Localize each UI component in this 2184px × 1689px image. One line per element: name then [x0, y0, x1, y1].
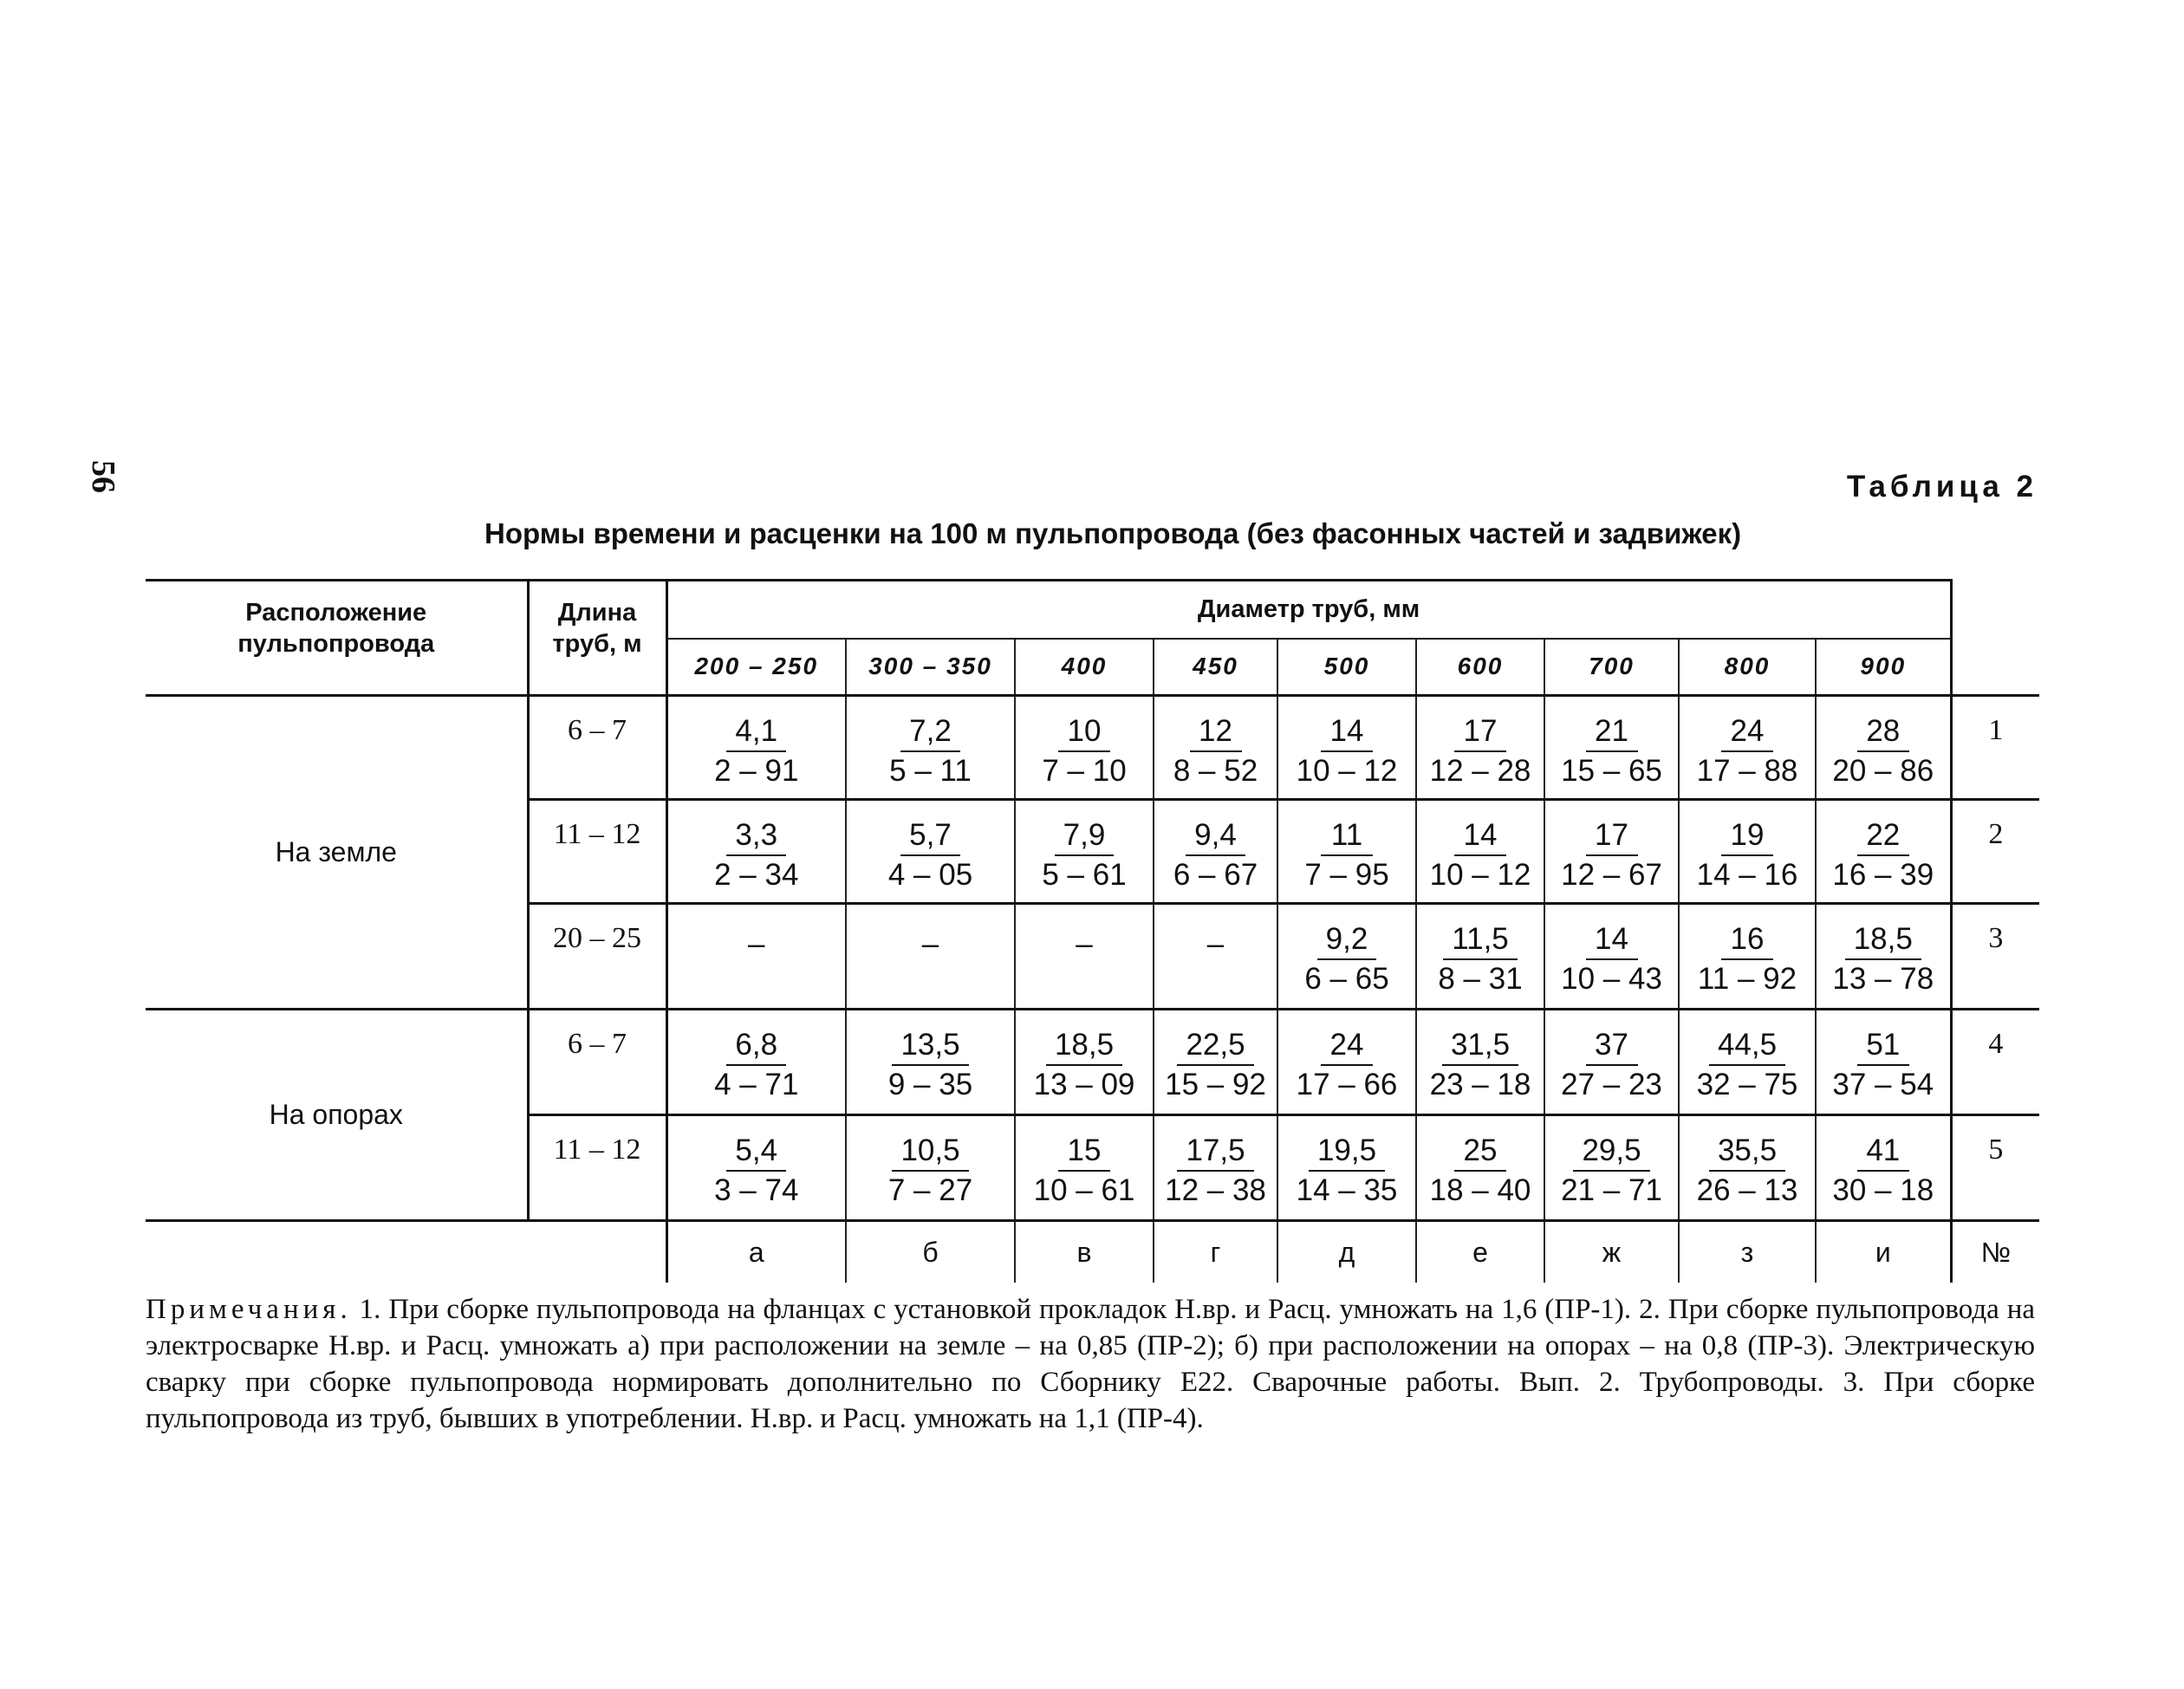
time-norm: 14: [1454, 816, 1506, 856]
value-cell: [846, 1115, 1015, 1221]
header-blank: [1951, 581, 2039, 639]
value-cell: [1154, 1010, 1277, 1115]
header-diameter-1: 200 – 250: [666, 639, 846, 696]
rate: 15 – 92: [1165, 1068, 1266, 1101]
rate: 23 – 18: [1429, 1068, 1531, 1101]
value-cell: [1816, 1010, 1951, 1115]
time-norm: 51: [1857, 1026, 1909, 1066]
time-norm: 24: [1321, 1026, 1373, 1066]
rate: 14 – 35: [1296, 1173, 1398, 1207]
time-norm: 35,5: [1709, 1132, 1785, 1172]
norm-fraction: [1430, 1132, 1531, 1210]
norm-fraction: [1042, 816, 1126, 894]
column-letter: д: [1277, 1221, 1416, 1283]
time-norm: 17: [1586, 816, 1638, 856]
notes-text: 1. При сборке пульпопровода на фланцах с установкой прокладок Н.вр. и Расц. умножать на 1,6 (ПР-1). 2. При сборке пульпопровода на электросварке Н.вр. и Расц. умножать а) при расположении на земле – на 0,85 (ПР-2); б) при расположении на опорах – на 0,8 (ПР-3). Электрическую сварку при сборке пульпопровода нормировать дополнительно по Сборнику Е22. Сварочные работы. Вып. 2. Трубопроводы. 3. При сборке пульпопровода из труб, бывших в употреблении. Н.вр. и Расц. умножать на 1,1 (ПР-4).: [146, 1294, 2036, 1434]
norm-fraction: [1173, 712, 1258, 790]
time-norm: 31,5: [1442, 1026, 1518, 1066]
value-cell: [1544, 904, 1679, 1010]
value-cell: [1544, 696, 1679, 800]
rate: 8 – 31: [1438, 962, 1523, 996]
time-norm: 41: [1857, 1132, 1909, 1172]
empty-dash: –: [748, 927, 765, 961]
value-cell: [846, 904, 1015, 1010]
rate: 15 – 65: [1561, 754, 1662, 788]
rate: 8 – 52: [1173, 754, 1258, 788]
norm-fraction: [1034, 1132, 1135, 1210]
value-cell: [1015, 904, 1154, 1010]
rate: 6 – 67: [1173, 858, 1258, 892]
rate: 7 – 27: [887, 1173, 973, 1207]
rate: 13 – 78: [1832, 962, 1934, 996]
rate: 17 – 88: [1696, 754, 1798, 788]
table-row: [146, 696, 2039, 800]
rate: 2 – 91: [714, 754, 799, 788]
norm-fraction: [888, 816, 972, 894]
norm-fraction: [1832, 712, 1934, 790]
header-location: Расположение пульпопровода: [146, 581, 528, 696]
rate: 10 – 43: [1561, 962, 1662, 996]
norm-fraction: [1173, 816, 1258, 894]
time-norm: 13,5: [892, 1026, 968, 1066]
value-cell: [1816, 800, 1951, 904]
time-norm: 22: [1857, 816, 1909, 856]
norm-fraction: [1304, 816, 1388, 894]
time-norm: 16: [1721, 920, 1773, 960]
value-cell: [1544, 800, 1679, 904]
page-title: Нормы времени и расценки на 100 м пульпопровода (без фасонных частей и задвижек): [484, 517, 1742, 549]
rate: 21 – 71: [1561, 1173, 1662, 1207]
rate: 10 – 12: [1429, 858, 1531, 892]
time-norm: 12: [1190, 712, 1242, 752]
norm-fraction: [714, 816, 798, 894]
rate: 2 – 34: [714, 858, 799, 892]
value-cell: [666, 696, 846, 800]
header-diameter-3: 400: [1015, 639, 1154, 696]
value-cell: [1277, 1115, 1416, 1221]
location-cell: На земле: [146, 696, 528, 1010]
time-norm: 21: [1586, 712, 1638, 752]
header-blank-2: [1951, 639, 2039, 696]
value-cell: [666, 904, 846, 1010]
rate: 14 – 16: [1696, 858, 1798, 892]
time-norm: 4,1: [726, 712, 786, 752]
column-letter: и: [1816, 1221, 1951, 1283]
norm-fraction: [1561, 816, 1662, 894]
rate: 9 – 35: [887, 1068, 973, 1101]
header-diameter-7: 700: [1544, 639, 1679, 696]
table-body: [146, 696, 2039, 1283]
time-norm: 14: [1321, 712, 1373, 752]
norm-fraction: [1430, 712, 1531, 790]
column-letter: г: [1154, 1221, 1277, 1283]
rate: 37 – 54: [1832, 1068, 1934, 1101]
row-number: 1: [1951, 696, 2039, 800]
rate: 27 – 23: [1561, 1068, 1662, 1101]
norm-fraction: [1561, 712, 1662, 790]
norm-fraction: [1042, 712, 1126, 790]
column-letter: ж: [1544, 1221, 1679, 1283]
length-cell: 20 – 25: [528, 904, 666, 1010]
time-norm: 9,4: [1186, 816, 1245, 856]
time-norm: 19,5: [1309, 1132, 1385, 1172]
time-norm: 14: [1586, 920, 1638, 960]
time-norm: 17: [1454, 712, 1506, 752]
rate: 11 – 92: [1697, 962, 1797, 996]
rate: 13 – 09: [1033, 1068, 1135, 1101]
norm-fraction: [889, 712, 972, 790]
value-cell: [1015, 696, 1154, 800]
time-norm: 19: [1721, 816, 1773, 856]
length-cell: 6 – 7: [528, 696, 666, 800]
time-norm: 22,5: [1177, 1026, 1253, 1066]
rate: 7 – 10: [1042, 754, 1127, 788]
value-cell: [1277, 1010, 1416, 1115]
location-cell: На опорах: [146, 1010, 528, 1221]
time-norm: 25: [1454, 1132, 1506, 1172]
notes: [146, 1291, 2035, 1437]
norm-fraction: [1304, 920, 1388, 998]
notes-head: Примечания.: [146, 1294, 352, 1325]
norm-fraction: [1430, 1026, 1531, 1104]
norm-fraction: [1165, 1132, 1266, 1210]
rate: 16 – 39: [1832, 858, 1934, 892]
length-cell: 6 – 7: [528, 1010, 666, 1115]
norms-table: [146, 579, 2039, 1283]
value-cell: [1015, 1115, 1154, 1221]
blank-cell: [528, 1221, 666, 1283]
norm-fraction: [1297, 712, 1398, 790]
value-cell: [666, 1010, 846, 1115]
row-number: 3: [1951, 904, 2039, 1010]
length-cell: 11 – 12: [528, 800, 666, 904]
time-norm: 10: [1058, 712, 1110, 752]
time-norm: 3,3: [726, 816, 786, 856]
time-norm: 29,5: [1573, 1132, 1649, 1172]
norm-fraction: [1697, 712, 1798, 790]
value-cell: [1154, 904, 1277, 1010]
value-cell: [1416, 1010, 1544, 1115]
column-letter-row: [146, 1221, 2039, 1283]
value-cell: [1416, 1115, 1544, 1221]
time-norm: 24: [1721, 712, 1773, 752]
value-cell: [1679, 904, 1816, 1010]
time-norm: 10,5: [892, 1132, 968, 1172]
row-number: 2: [1951, 800, 2039, 904]
value-cell: [1679, 1115, 1816, 1221]
rate: 32 – 75: [1696, 1068, 1798, 1101]
value-cell: [1154, 1115, 1277, 1221]
norm-fraction: [1430, 816, 1531, 894]
norm-fraction: [1697, 1132, 1798, 1210]
value-cell: [1416, 904, 1544, 1010]
norm-fraction: [1297, 1026, 1398, 1104]
value-cell: [1816, 904, 1951, 1010]
value-cell: [1679, 696, 1816, 800]
norm-fraction: [888, 1026, 972, 1104]
rate: 12 – 28: [1429, 754, 1531, 788]
page-number: 56: [85, 460, 121, 493]
header-diameter: Диаметр труб, мм: [666, 581, 1951, 639]
rate: 10 – 12: [1296, 754, 1398, 788]
rate: 12 – 67: [1561, 858, 1662, 892]
norm-fraction: [1697, 1026, 1798, 1104]
value-cell: [846, 696, 1015, 800]
norm-fraction: [1438, 920, 1522, 998]
empty-dash: –: [1206, 927, 1225, 961]
rate: 7 – 95: [1304, 858, 1389, 892]
length-cell: 11 – 12: [528, 1115, 666, 1221]
column-letter: б: [846, 1221, 1015, 1283]
value-cell: [1816, 696, 1951, 800]
rate: 12 – 38: [1165, 1173, 1266, 1207]
value-cell: [1544, 1115, 1679, 1221]
value-cell: [1544, 1010, 1679, 1115]
time-norm: 11: [1321, 816, 1373, 856]
rate: 5 – 61: [1042, 858, 1127, 892]
value-cell: [1277, 800, 1416, 904]
column-letter: з: [1679, 1221, 1816, 1283]
norm-fraction: [1561, 1132, 1662, 1210]
rate: 20 – 86: [1832, 754, 1934, 788]
norm-fraction: [714, 1026, 798, 1104]
value-cell: [1416, 696, 1544, 800]
value-cell: [1679, 1010, 1816, 1115]
rate: 4 – 05: [887, 858, 973, 892]
row-number: 5: [1951, 1115, 2039, 1221]
header-diameter-9: 900: [1816, 639, 1951, 696]
value-cell: [1277, 696, 1416, 800]
rate: 6 – 65: [1304, 962, 1389, 996]
header-diameter-4: 450: [1154, 639, 1277, 696]
norm-fraction: [1165, 1026, 1266, 1104]
time-norm: 7,2: [900, 712, 960, 752]
value-cell: [1679, 800, 1816, 904]
table-label: Таблица 2: [1846, 470, 2038, 503]
value-cell: [666, 1115, 846, 1221]
header-diameter-5: 500: [1277, 639, 1416, 696]
norm-fraction: [1832, 1026, 1934, 1104]
norm-fraction: [1832, 920, 1934, 998]
time-norm: 44,5: [1709, 1026, 1785, 1066]
value-cell: [666, 800, 846, 904]
header-diameter-6: 600: [1416, 639, 1544, 696]
time-norm: 18,5: [1845, 920, 1921, 960]
value-cell: [1015, 1010, 1154, 1115]
norm-fraction: [1832, 1132, 1934, 1210]
rate: 10 – 61: [1033, 1173, 1135, 1207]
blank-cell: [146, 1221, 528, 1283]
time-norm: 28: [1857, 712, 1909, 752]
value-cell: [1154, 696, 1277, 800]
rate: 30 – 18: [1832, 1173, 1934, 1207]
value-cell: [1154, 800, 1277, 904]
value-cell: [846, 1010, 1015, 1115]
column-letter: е: [1416, 1221, 1544, 1283]
time-norm: 11,5: [1443, 920, 1518, 960]
table-row: [146, 1010, 2039, 1115]
norm-fraction: [714, 712, 798, 790]
norm-fraction: [888, 1132, 972, 1210]
row-number: 4: [1951, 1010, 2039, 1115]
value-cell: [846, 800, 1015, 904]
norm-fraction: [1297, 1132, 1398, 1210]
norm-fraction: [1698, 920, 1797, 998]
norm-fraction: [1561, 1026, 1662, 1104]
rate: 26 – 13: [1696, 1173, 1798, 1207]
time-norm: 9,2: [1317, 920, 1377, 960]
norm-fraction: [714, 1132, 798, 1210]
column-letter: в: [1015, 1221, 1154, 1283]
time-norm: 15: [1058, 1132, 1110, 1172]
empty-dash: –: [921, 927, 939, 961]
value-cell: [1277, 904, 1416, 1010]
rate: 3 – 74: [714, 1173, 799, 1207]
number-symbol: №: [1951, 1221, 2039, 1283]
time-norm: 6,8: [726, 1026, 786, 1066]
time-norm: 7,9: [1055, 816, 1115, 856]
header-diameter-2: 300 – 350: [846, 639, 1015, 696]
value-cell: [1416, 800, 1544, 904]
header-diameter-8: 800: [1679, 639, 1816, 696]
rate: 17 – 66: [1296, 1068, 1398, 1101]
time-norm: 5,4: [726, 1132, 786, 1172]
rate: 18 – 40: [1429, 1173, 1531, 1207]
empty-dash: –: [1076, 927, 1093, 961]
norm-fraction: [1034, 1026, 1135, 1104]
time-norm: 18,5: [1046, 1026, 1122, 1066]
time-norm: 17,5: [1177, 1132, 1253, 1172]
header-length: Длина труб, м: [528, 581, 666, 696]
value-cell: [1816, 1115, 1951, 1221]
time-norm: 37: [1586, 1026, 1638, 1066]
rate: 5 – 11: [889, 754, 972, 788]
time-norm: 5,7: [900, 816, 960, 856]
norm-fraction: [1697, 816, 1798, 894]
value-cell: [1015, 800, 1154, 904]
column-letter: а: [666, 1221, 846, 1283]
rate: 4 – 71: [714, 1068, 799, 1101]
norm-fraction: [1832, 816, 1934, 894]
norm-fraction: [1561, 920, 1662, 998]
